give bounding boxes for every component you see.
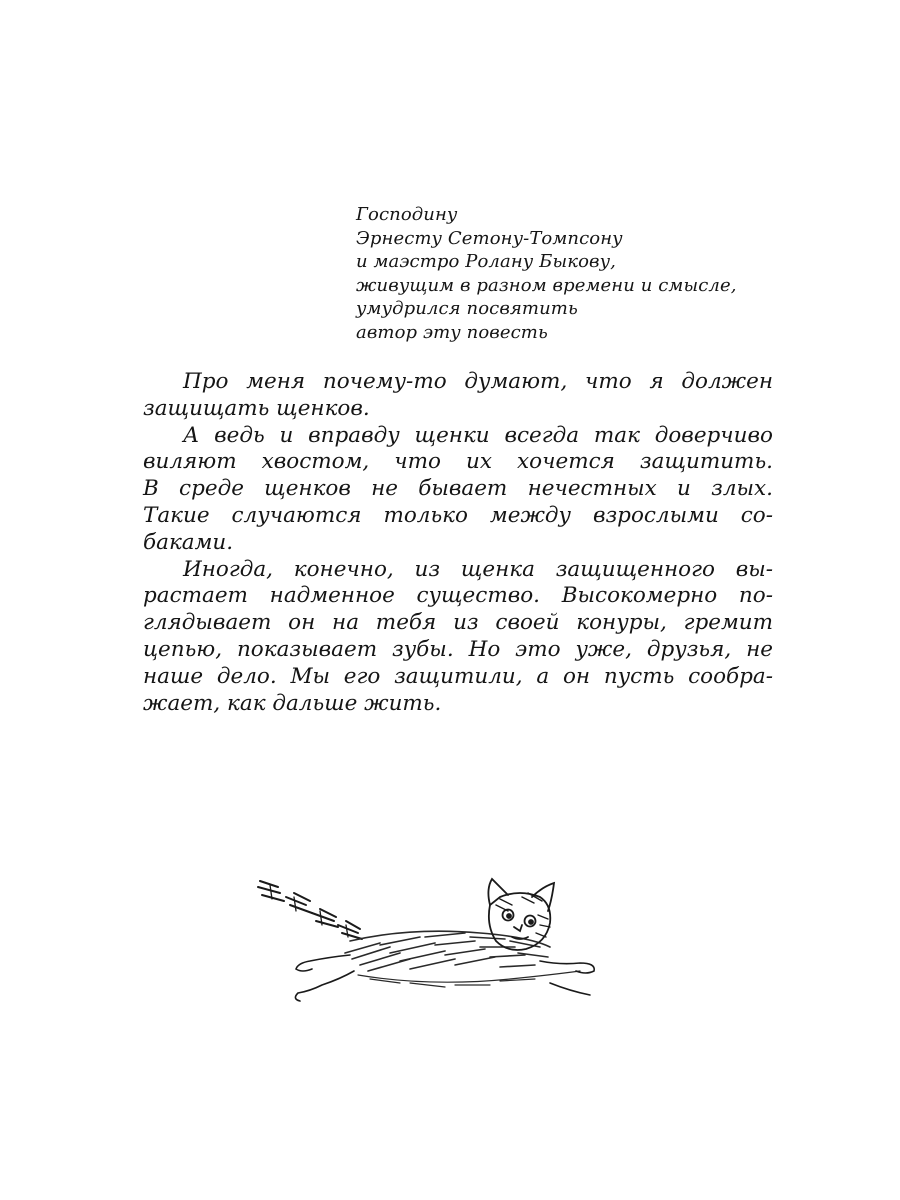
dedication-line: и маэстро Ролану Быкову, (356, 251, 616, 273)
dedication (356, 203, 776, 345)
dedication-line: живущим в разном времени и смысле, (356, 274, 737, 296)
preface-line: А ведь и вправду щенки всегда так доверчиво (183, 422, 773, 448)
dedication-line: автор эту повесть (356, 321, 548, 343)
preface-line: глядывает он на тебя из своей конуры, гремит (143, 610, 773, 636)
preface-line: Про меня почему-то думают, что я должен (183, 369, 773, 394)
preface-line: Иногда, конечно, из щенка защищенного вы- (183, 556, 773, 582)
preface-line: растает надменное существо. Высокомерно по- (143, 583, 773, 609)
running-cat-icon (250, 875, 600, 1010)
cat-illustration (250, 875, 600, 1010)
preface-line: виляют хвостом, что их хочется защитить. (143, 449, 773, 475)
preface-text (143, 369, 773, 717)
cat-tail (258, 881, 362, 939)
preface-line: жает, как дальше жить. (143, 690, 442, 716)
preface-line: наше дело. Мы его защитили, а он пусть сообра- (143, 663, 773, 689)
preface-line: цепью, показывает зубы. Но это уже, друзья, не (143, 636, 773, 662)
preface-line: Такие случаются только между взрослыми со- (143, 502, 773, 528)
dedication-line: Господину (356, 204, 458, 225)
dedication-line: Эрнесту Сетону-Томпсону (356, 227, 623, 249)
preface-line: баками. (143, 529, 234, 555)
preface-line: В среде щенков не бывает нечестных и злых. (143, 476, 773, 502)
preface-line: защищать щенков. (143, 395, 370, 421)
dedication-line: умудрился посвятить (356, 298, 578, 320)
cat-body (345, 931, 580, 987)
